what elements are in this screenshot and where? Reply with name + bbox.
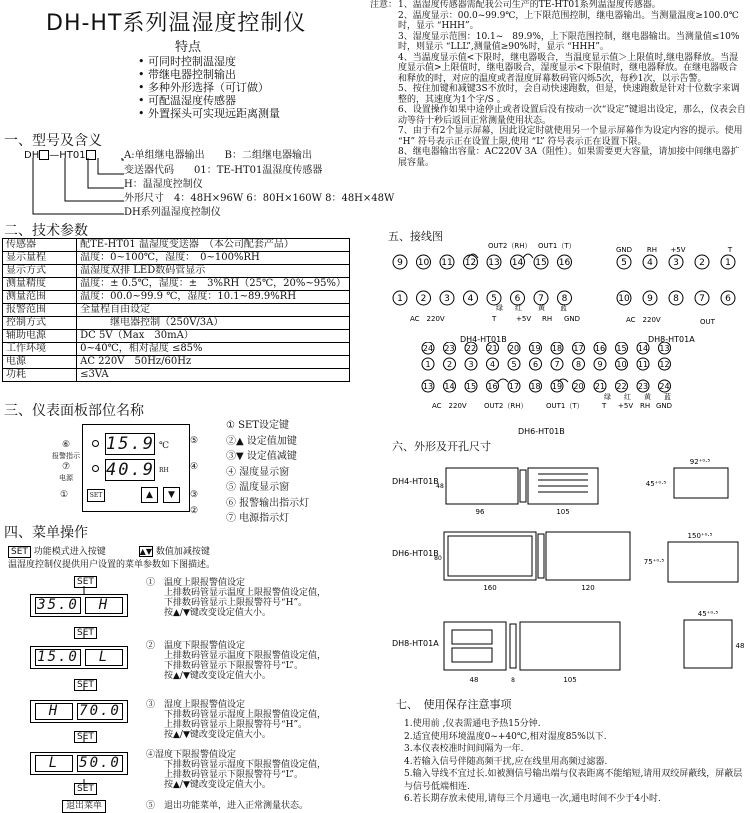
dim-label: 105 [556,508,570,516]
menu-step-display: H 70.0 [30,700,128,723]
dim-label: 80 [434,555,442,562]
dh4-model-name: DH4-HT01B [460,335,507,344]
table-row: 辅助电源 DC 5V（Max 30mA） [3,330,350,343]
dh8-model-name: DH8-HT01A [648,335,695,344]
table-row: 控制方式 继电器控制（250V/3A） [3,317,350,330]
dh4-wire-color: 黄 [538,304,545,312]
note-item: 4、当温度显示值<下限时，继电器吸合，当温度显示值＞上限值时,继电器释放。当湿度显示值>上限值时，继电器吸合，湿度显示<下限值时，继电器释放。在继电器吸合和释放的时，对应的温度或者湿度屏幕数码管闪烁5次，每秒1次，以示告警。 [398,52,739,84]
callout-2: ② [190,506,199,516]
care-list [404,718,744,806]
menu-step-text: ② 温度下限报警值设定 上排数码管显示温度下限报警值设定值， 下排数码管显示下限报警符号“L”。 按▲/▼键改变设定值大小。 [146,641,327,681]
terminal-number: 4 [489,360,496,369]
menu-step-display: 35.0 H [30,594,128,617]
model-meaning-a: A:单组继电器输出 B：二组继电器输出 [124,150,312,161]
terminal-number: 9 [647,294,653,304]
terminal-number: 14 [637,344,649,353]
unit-rh: RH [159,467,169,474]
feature-item: • 可配温湿度传感器 [138,94,236,107]
dim-label: 160 [483,584,497,592]
terminal-number: 8 [575,360,582,369]
note-item: 8、继电器输出容量：AC220V 3A（阻性）。如果需要更大容量，请加接中间继电器扩展容量。 [398,147,740,168]
terminal-number: 1 [425,360,431,369]
terminal-number: 4 [647,258,653,268]
model-meaning-series: DH系列温湿度控制仪 [124,207,221,218]
dim-label: 96 [475,508,485,516]
terminal-number: 21 [594,382,606,391]
dh4-wire-color: 红 [515,304,522,312]
dh4-signal-label: +5V [516,315,532,323]
terminal-number: 22 [465,344,477,353]
dh6-wire-color: 绿 [604,393,611,401]
temperature-display: 15.9 [106,434,155,454]
dh6-wire-color: 蓝 [664,393,671,401]
dim-label: 48 [469,676,479,684]
alarm-indicator-led [92,440,99,447]
terminal-number: 23 [637,382,649,391]
notes-label: 注意： [370,0,398,10]
terminal-number: 7 [538,294,544,304]
terminal-number: 16 [487,382,498,391]
terminal-number: 17 [573,344,584,353]
note-item: 1、温湿度传感器需配我公司生产的TE-HT01系列温湿度传感器。 [398,0,661,10]
terminal-number: 6 [532,360,539,369]
dh4-signal-label: T [492,315,497,323]
dh8-terminal-label: RH [646,246,658,254]
menu-intro-line1: SET 功能模式进入按键 ▲▼ 数值加减按键 [8,546,210,558]
dh6-wire-color: 红 [624,393,631,401]
set-key-icon: SET [74,731,97,743]
dh8-dim-name: DH8-HT01A [392,639,439,648]
terminal-number: 5 [491,294,497,304]
table-row: 报警范围 全量程自由设定 [3,304,350,317]
power-indicator-led [92,465,99,472]
dh6-signal-label: RH [640,402,651,410]
menu-intro-line2: 温湿度控制仪提供用户设置的菜单参数如下图描述。 [8,560,216,570]
dims-section-title: 六、外形及开孔尺寸 [392,440,491,453]
up-down-keys-icon: ▲▼ [139,547,152,556]
terminal-number: 23 [444,344,455,353]
dh6-model-name: DH6-HT01B [518,427,565,436]
terminal-number: 8 [673,294,679,304]
panel-legend: ① SET设定键 ②▲ 设定值加键 ③▼ 设定值减键 ④ 湿度显示窗 ⑤ 温度显示窗 ⑥ 报警输出指示灯 ⑦ 电源指示灯 [226,420,310,524]
menu-step-text: ③ 湿度上限报警值设定 下排数码管显示湿度上限报警值设定值， 上排数码管显示上限报警符号“H”。 按▲/▼键改变设定值大小。 [146,700,327,740]
exit-menu-label: 退出菜单 [62,800,106,813]
dh4-signal-label: RH [542,315,553,323]
model-code: DH —HT01 [24,150,96,162]
dim-label: 120 [581,584,595,592]
care-item: 5.输入导线不宜过长.如被测信号输出端与仪表距离不能缩短,请用双绞屏蔽线，屏蔽层与信号低端相连. [404,769,743,792]
dh6-ac-label: AC 220V [432,402,467,410]
set-key-icon: SET [74,576,97,588]
terminal-number: 13 [488,258,500,268]
dim-label: 150⁺⁰·⁵ [687,532,713,540]
down-key-button[interactable]: ▼ [163,487,180,503]
care-item: 1.使用前 ,仪表需通电予热15分钟. [404,719,541,729]
dim-label: 48 [436,483,444,490]
model-meaning-sensor: 变送器代码 01：TE-HT01温湿度传感器 [124,165,323,176]
terminal-number: 10 [417,258,430,268]
care-item: 2.适宜使用环境温度0~+40℃,相对湿度85%以下. [404,731,607,742]
terminal-number: 5 [511,360,517,369]
terminal-number: 18 [530,382,541,391]
menu-step-display: L 50.0 [30,752,128,775]
dh4-out1-label: OUT1（T） [538,242,576,250]
table-row: 测量范围 温度：00.0~99.9 ℃，湿度：10.1~89.9%RH [3,291,350,304]
set-key-icon: SET [8,546,31,558]
terminal-number: 19 [530,344,541,353]
model-meaning-size: 外形尺寸 4：48H×96W 6：80H×160W 8：48H×48W [124,193,395,204]
dh6-out2-label: OUT2（RH） [484,402,528,410]
dh4-signal-label: GND [564,315,581,323]
terminal-number: 11 [637,360,649,369]
terminal-number: 18 [551,344,563,353]
terminal-number: 14 [444,382,455,391]
terminal-number: 15 [465,382,477,391]
dh4-wire-color: 绿 [496,304,503,312]
terminal-number: 15 [616,344,627,353]
dimension-drawings [388,454,748,694]
note-item: 6、设置操作如果中途停止或者设置后没有按动一次“设定”键退出设定，那么，仪表会自动等待十秒后返回正常测量使用状态。 [398,105,746,126]
terminal-number: 19 [551,382,563,391]
callout-5: ⑤ [190,436,199,446]
set-key-icon: SET [74,627,97,639]
note-item: 7、由于有2个显示屏幕，因此设定时就使用另一个显示屏幕作为设定内容的提示。使用 “H” 符号表示正在设置上限,使用 “L” 符号表示正在设置下限。 [398,126,743,147]
dim-label: 92⁺⁰·⁵ [689,458,711,466]
dh8-terminal-label: +5V [670,246,686,254]
dim-label: 45⁺⁰·⁵ [645,480,667,488]
care-item: 3.本仪表校准时间间隔为一年. [404,744,524,754]
table-row: 显示方式 温湿度双排 LED数码管显示 [3,265,350,278]
set-key-icon: SET [74,783,97,795]
menu-step-text: ① 温度上限报警值设定 上排数码管显示温度上限报警值设定值， 下排数码管显示上限报警符号“H”。 按▲/▼键改变设定值大小。 [146,578,327,618]
care-section-title: 七、 使用保存注意事项 [396,698,512,711]
terminal-number: 17 [508,382,520,391]
terminal-number: 13 [659,344,670,353]
menu-step-text: ④湿度下限报警值设定 下排数码管显示湿度下限报警值设定值， 上排数码管显示下限报警符号“L”。 按▲/▼键改变设定值大小。 [146,750,327,790]
page-title: DH-HT系列温湿度控制仪 [46,11,307,36]
terminal-number: 20 [573,382,584,391]
dh8-wiring-diagram [608,238,748,358]
terminal-number: 6 [514,294,521,304]
dh4-ac-label: AC 220V [410,315,445,323]
terminal-number: 5 [621,258,627,268]
note-item: 2、温度显示：00.0~99.9℃，上下限范围控制，继电器输出。当测量温度≥100.0℃ 时，显示 “HHH”。 [398,10,739,31]
set-key-button[interactable]: SET [87,489,105,502]
dh8-ac-label: AC 220V [626,316,661,324]
wiring-section-title: 五、接线图 [388,230,443,243]
terminal-number: 2 [420,294,427,304]
table-row: 显示量程 温度：0~100℃，湿度： 0~100%RH [3,252,350,265]
terminal-number: 6 [725,294,731,304]
terminal-number: 10 [616,360,627,369]
dim-label: 45⁺⁰·⁵ [697,610,719,618]
panel-section-title: 三、仪表面板部位名称 [4,403,144,419]
dh6-signal-label: +5V [618,402,634,410]
terminal-number: 9 [597,360,603,369]
dh6-wiring-diagram [418,342,678,438]
terminal-number: 2 [446,360,453,369]
feature-item: • 多种外形选择（可订做） [138,81,269,94]
feature-item: • 外置探头可实现远距离测量 [138,107,280,120]
set-key-icon: SET [74,679,97,691]
callout-7: ⑦ 电源 [59,462,73,482]
terminal-number: 15 [535,258,547,268]
menu-exit-text: ⑤ 退出功能菜单，进入正常测量状态。 [146,801,309,811]
callout-3: ③ [190,490,199,500]
terminal-number: 3 [468,360,474,369]
terminal-number: 22 [616,382,627,391]
dh6-out1-label: OUT1（T） [546,402,584,410]
model-meaning-h: H：温湿度控制仪 [124,179,203,190]
dh4-wire-color: 蓝 [560,304,567,312]
terminal-number: 16 [594,344,606,353]
model-bracket-lines [30,158,130,220]
terminal-number: 4 [467,294,474,304]
terminal-number: 21 [487,344,498,353]
specs-table [2,238,350,382]
terminal-number: 7 [554,360,560,369]
dh8-terminal-label: T [727,246,733,254]
humidity-display: 40.9 [106,460,155,480]
front-panel [82,424,190,512]
up-key-button[interactable]: ▲ [141,487,158,503]
unit-celsius: ℃ [159,441,170,451]
terminal-number: 11 [441,258,453,268]
dim-label: 48 [735,642,745,650]
features-title: 特点 [175,40,202,55]
terminal-number: 3 [444,294,450,304]
terminal-number: 24 [422,344,434,353]
dh4-dim-name: DH4-HT01B [392,477,439,486]
terminal-number: 10 [618,294,630,304]
terminal-number: 3 [673,258,679,268]
terminal-number: 9 [397,258,403,268]
dh4-wiring-diagram [388,238,588,358]
notes [370,0,746,168]
terminal-number: 7 [699,294,705,304]
dim-label: 105 [563,676,577,684]
table-row: 电源 AC 220V 50Hz/60Hz [3,356,350,369]
terminal-number: 13 [422,382,434,391]
care-item: 6.若长期存放未使用,请每三个月通电一次,通电时间不少于4小时. [404,794,661,804]
dh6-wire-color: 黄 [644,393,651,401]
terminal-number: 20 [508,344,520,353]
note-item: 3、湿度显示范围：10.1~ 89.9%，上下限范围控制，继电器输出。当测量值≤10% 时，则显示 “LLL”,测量值≥90%时，显示 “HHH”。 [398,31,740,52]
feature-list [138,55,280,120]
feature-item: • 可同时控制温湿度 [138,55,236,68]
callout-1: ① [60,490,69,500]
feature-item: • 带继电器控制输出 [138,68,236,81]
terminal-number: 1 [725,258,731,268]
table-row: 工作环境 0~40℃，相对湿度 ≤85% [3,343,350,356]
terminal-number: 24 [659,382,670,391]
callout-6: ⑥ 报警指示 [52,440,80,460]
terminal-number: 12 [464,258,477,268]
terminal-number: 8 [561,294,568,304]
menu-step-display: 15.0 L [30,646,128,669]
menu-section-title: 四、菜单操作 [4,525,88,541]
dh6-dim-name: DH6-HT01B [392,549,439,558]
terminal-number: 2 [699,258,705,268]
table-row: 传感器 配TE-HT01 温湿度变送器 （本公司配套产品） [3,239,350,252]
dh6-signal-label: GND [656,402,673,410]
dh8-out-label: OUT [700,318,715,326]
table-row: 测量精度 温度：± 0.5℃，湿度：± 3%RH（25℃，20%~95%） [3,278,350,291]
terminal-number: 12 [659,360,670,369]
terminal-number: 16 [558,258,571,268]
terminal-number: 1 [397,294,403,304]
dh6-signal-label: T [602,402,607,410]
dim-label: 75⁺⁰·⁵ [643,558,665,566]
dh4-out2-label: OUT2（RH） [488,242,532,250]
dim-label: 8 [511,677,515,684]
model-section-title: 一、型号及含义 [4,133,102,149]
note-item: 5、按住加键和减键3S不放时，会自动快速跑数，但是，快速跑数是针对十位数字来调整的，其速度为1个字/S 。 [398,84,740,105]
terminal-number: 14 [511,258,524,268]
care-item: 4.若输入信号伴随高频干扰,应在线里用高频过滤器. [404,756,608,767]
callout-4: ④ [190,462,199,472]
dh8-terminal-label: GND [615,246,633,254]
specs-section-title: 二、技术参数 [4,223,88,239]
table-row: 功耗 ≤3VA [3,369,350,382]
